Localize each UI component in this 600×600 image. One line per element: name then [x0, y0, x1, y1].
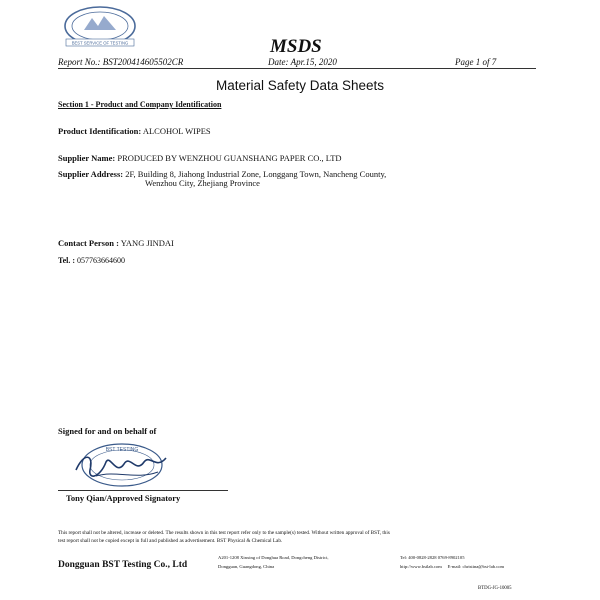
footer-address-line: A201-1208 Xinxing of Donghua Road, Dongcheng District, [218, 555, 329, 560]
product-identification [58, 126, 211, 136]
footer-disclaimer [58, 529, 390, 545]
supplier-address-line2: Wenzhou City, Zhejiang Province [145, 178, 260, 188]
header-divider [58, 68, 536, 69]
footer-company: Dongguan BST Testing Co., Ltd [58, 560, 188, 570]
supplier-name [58, 153, 342, 163]
page-number: Page 1 of 7 [455, 57, 497, 67]
footer-tel: Tel: 400-0828-2828 0769-8902105 [400, 555, 465, 560]
contact-label: Contact Person : [58, 238, 119, 248]
footer-contact [400, 553, 504, 571]
footer-web[interactable]: http://www.bstlab.com [400, 564, 442, 569]
tel-label: Tel. : [58, 256, 76, 265]
signature-line [58, 490, 228, 491]
approved-signatory: Tony Qian/Approved Signatory [66, 493, 181, 503]
supplier-address-label: Supplier Address: [58, 169, 124, 179]
supplier-name-value: PRODUCED BY WENZHOU GUANSHANG PAPER CO., LTD [115, 153, 342, 163]
supplier-name-label: Supplier Name: [58, 153, 116, 163]
section-heading: Section 1 - Product and Company Identification [58, 100, 222, 109]
contact-value: YANG JINDAI [118, 238, 174, 248]
footer-web-email [400, 562, 504, 571]
logo-text: BEST SERVICE OF TESTING [71, 40, 129, 46]
report-date: Date: Apr.15, 2020 [268, 57, 337, 67]
document-code: BTDG-JG-10005 [478, 586, 512, 591]
supplier-address [58, 170, 386, 188]
tel-value: 057763664600 [75, 256, 126, 265]
report-number: Report No.: BST200414605502CR [58, 57, 184, 67]
telephone [58, 256, 125, 265]
signed-on-behalf: Signed for and on behalf of [58, 426, 157, 436]
signature-stamp [66, 440, 176, 490]
header-title: MSDS [270, 36, 322, 57]
product-value: ALCOHOL WIPES [141, 126, 211, 136]
company-logo [62, 4, 138, 50]
disclaimer-line: test report shall not be copied except in full and published as advertisement. BST Physical & Chemical Lab. [58, 538, 283, 544]
footer-address-line: Dongguan, Guangdong, China [218, 564, 275, 569]
contact-person [58, 238, 174, 248]
supplier-address-line1: 2F, Building 8, Jiahong Industrial Zone, Longgang Town, Nancheng County, [123, 169, 387, 179]
stamp-text: BST TESTING [105, 447, 139, 453]
footer-email[interactable]: E-mail: christina@bst-lab.com [447, 564, 505, 569]
footer-address [218, 553, 329, 571]
disclaimer-line: This report shall not be altered, increase or deleted. The results shown in this test report refer only to the sample(s) tested. Without written approval of BST, this [58, 530, 390, 536]
product-label: Product Identification: [58, 126, 142, 136]
document-title: Material Safety Data Sheets [215, 78, 385, 93]
